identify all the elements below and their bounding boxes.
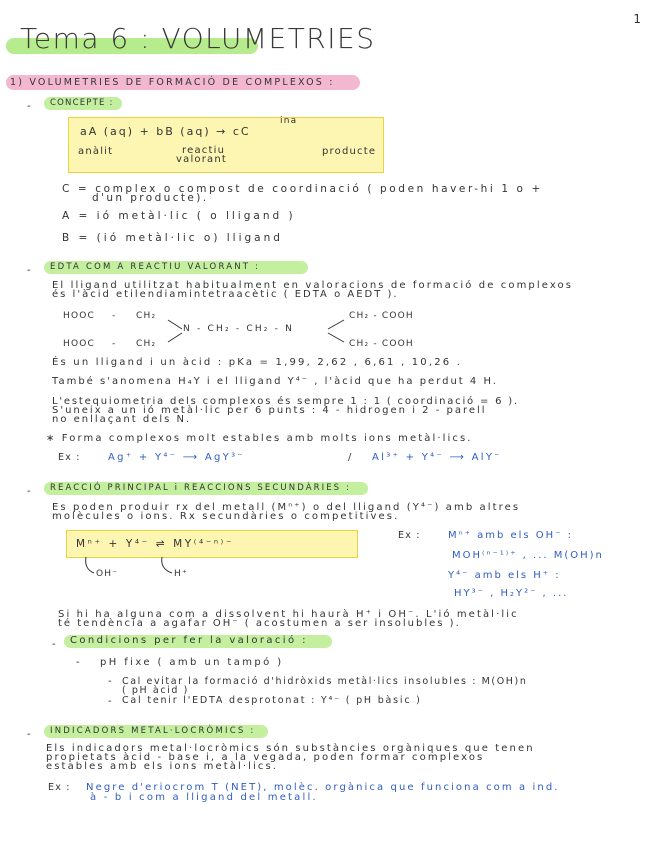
hooc-top: HOOC: [63, 311, 96, 321]
esteq-line2: S'uneix a un ió metàl·lic per 6 punts : 4 - hidrogen i 2 - parell: [52, 405, 487, 416]
cal-line1b: ( pH àcid ): [122, 685, 189, 696]
indicadors-example-2: à - b i com a lligand del metall.: [90, 792, 318, 803]
ch2-cooh-top: CH₂ - COOH: [349, 311, 414, 321]
bullet-dash: -: [52, 639, 56, 650]
ch2-top-left: CH₂: [136, 311, 157, 321]
bullet-dash: -: [27, 486, 31, 497]
si-line1: Si hi ha alguna com a dissolvent hi haurà H⁺ i OH⁻. L'ió metàl·lic: [58, 609, 519, 620]
bullet-dash: -: [108, 676, 112, 687]
bullet-dash: -: [76, 657, 80, 668]
indicadors-line1: Els indicadors metal·locròmics són substàncies orgàniques que tenen: [46, 743, 535, 754]
hooc-bottom: HOOC: [63, 339, 96, 349]
edta-example-2: Al³⁺ + Y⁴⁻ ⟶ AlY⁻: [372, 452, 502, 463]
esteq-line1: L'estequiometria dels complexos és sempre 1 : 1 ( coordinació = 6 ).: [52, 396, 519, 407]
esteq-line3: no enllaçant dels N.: [52, 414, 192, 425]
arrow-label: ina: [280, 116, 298, 126]
edta-line2: és l'àcid etilendiamintetraacètic ( EDTA o AEDT ).: [52, 289, 399, 300]
si-line2: té tendència a agafar OH⁻ ( acostumen a ser insolubles ).: [58, 618, 461, 629]
bullet-dash: -: [27, 101, 31, 112]
edta-example-sep: /: [348, 452, 353, 463]
hplus-label: H⁺: [174, 569, 188, 579]
reaccio-line2: molècules o ions. Rx secundàries o competitives.: [52, 511, 400, 522]
edta-example-1: Ag⁺ + Y⁴⁻ ⟶ AgY³⁻: [108, 452, 245, 463]
def-c-line2: d'un producte).: [92, 192, 209, 204]
def-c-line1: C = complex o compost de coordinació ( poden haver-hi 1 o +: [62, 183, 543, 195]
edta-ex-label: Ex :: [58, 452, 81, 463]
indicadors-line3: estables amb els ions metàl·lics.: [46, 761, 279, 772]
indicadors-line2: propietats àcid - base i, a la vegada, poden formar complexos: [46, 752, 485, 763]
section-heading: 1) VOLUMETRIES DE FORMACIÓ DE COMPLEXOS :: [10, 77, 335, 88]
edta-line1: El lligand utilitzat habitualment en valoracions de formació de complexos: [52, 280, 574, 291]
bullet-dash: -: [108, 696, 112, 707]
reaction-equation: aA (aq) + bB (aq) → cC: [80, 125, 251, 138]
valorant-label: valorant: [176, 154, 228, 165]
ch2-cooh-bottom: CH₂ - COOH: [349, 339, 414, 349]
ch2-bottom-left: CH₂: [136, 339, 157, 349]
example-moh: MOH⁽ⁿ⁻¹⁾⁺ , ... M(OH)n: [452, 550, 604, 561]
bullet-dash: -: [27, 729, 31, 740]
producte-label: producte: [322, 146, 377, 157]
bullet-dash: -: [27, 265, 31, 276]
def-a: A = ió metàl·lic ( o lligand ): [62, 210, 296, 222]
cal-line2: Cal tenir l'EDTA desprotonat : Y⁴⁻ ( pH bàsic ): [122, 695, 422, 706]
forma-line: ∗ Forma complexos molt estables amb molts ions metàl·lics.: [46, 433, 473, 444]
condicions-label: Condicions per fer la valoració :: [70, 635, 308, 646]
cal-line1: Cal evitar la formació d'hidròxids metàl·lics insolubles : M(OH)n: [122, 676, 528, 687]
edta-bonds: [150, 318, 390, 346]
def-b: B = (ió metàl·lic o) lligand: [62, 232, 283, 244]
example-y-h: Y⁴⁻ amb els H⁺ :: [448, 570, 561, 581]
edta-label: EDTA COM A REACTIU VALORANT :: [50, 262, 261, 272]
reaccio-label: REACCIÓ PRINCIPAL i REACCIONS SECUNDÀRIES :: [50, 483, 351, 493]
page-number: 1: [633, 12, 641, 26]
h4y-line: També s'anomena H₄Y i el lligand Y⁴⁻ , l'àcid que ha perdut 4 H.: [52, 376, 498, 387]
example-metal-oh: Mⁿ⁺ amb els OH⁻ :: [448, 530, 574, 541]
indicadors-ex-label: Ex :: [48, 782, 71, 793]
oh-label: OH⁻: [96, 569, 119, 579]
reaccio-ex-label: Ex :: [398, 530, 421, 541]
ph-line: pH fixe ( amb un tampó ): [100, 657, 284, 668]
pka-line: És un lligand i un àcid : pKa = 1,99, 2,62 , 6,61 , 10,26 .: [52, 357, 463, 368]
side-reaction-arrows: [78, 555, 188, 577]
dash: -: [112, 339, 117, 349]
indicadors-label: INDICADORS METAL·LOCRÒMICS :: [50, 726, 256, 736]
dash: -: [112, 311, 117, 321]
analit-label: anàlit: [78, 146, 114, 157]
page-title: Tema 6 : VOLUMETRIES: [20, 22, 376, 55]
edta-backbone: N - CH₂ - CH₂ - N: [183, 324, 295, 334]
reaccio-line1: Es poden produir rx del metall (Mⁿ⁺) o del lligand (Y⁴⁻) amb altres: [52, 502, 521, 513]
concepte-label: CONCEPTE :: [50, 98, 114, 108]
complex-equation: Mⁿ⁺ + Y⁴⁻ ⇌ MY⁽⁴⁻ⁿ⁾⁻: [76, 538, 235, 550]
reactiu-label: reactiu: [182, 145, 226, 156]
example-hy: HY³⁻ , H₂Y²⁻ , ...: [454, 588, 569, 599]
indicadors-example-1: Negre d'eriocrom T (NET), molèc. orgànica que funciona com a ind.: [86, 782, 560, 793]
